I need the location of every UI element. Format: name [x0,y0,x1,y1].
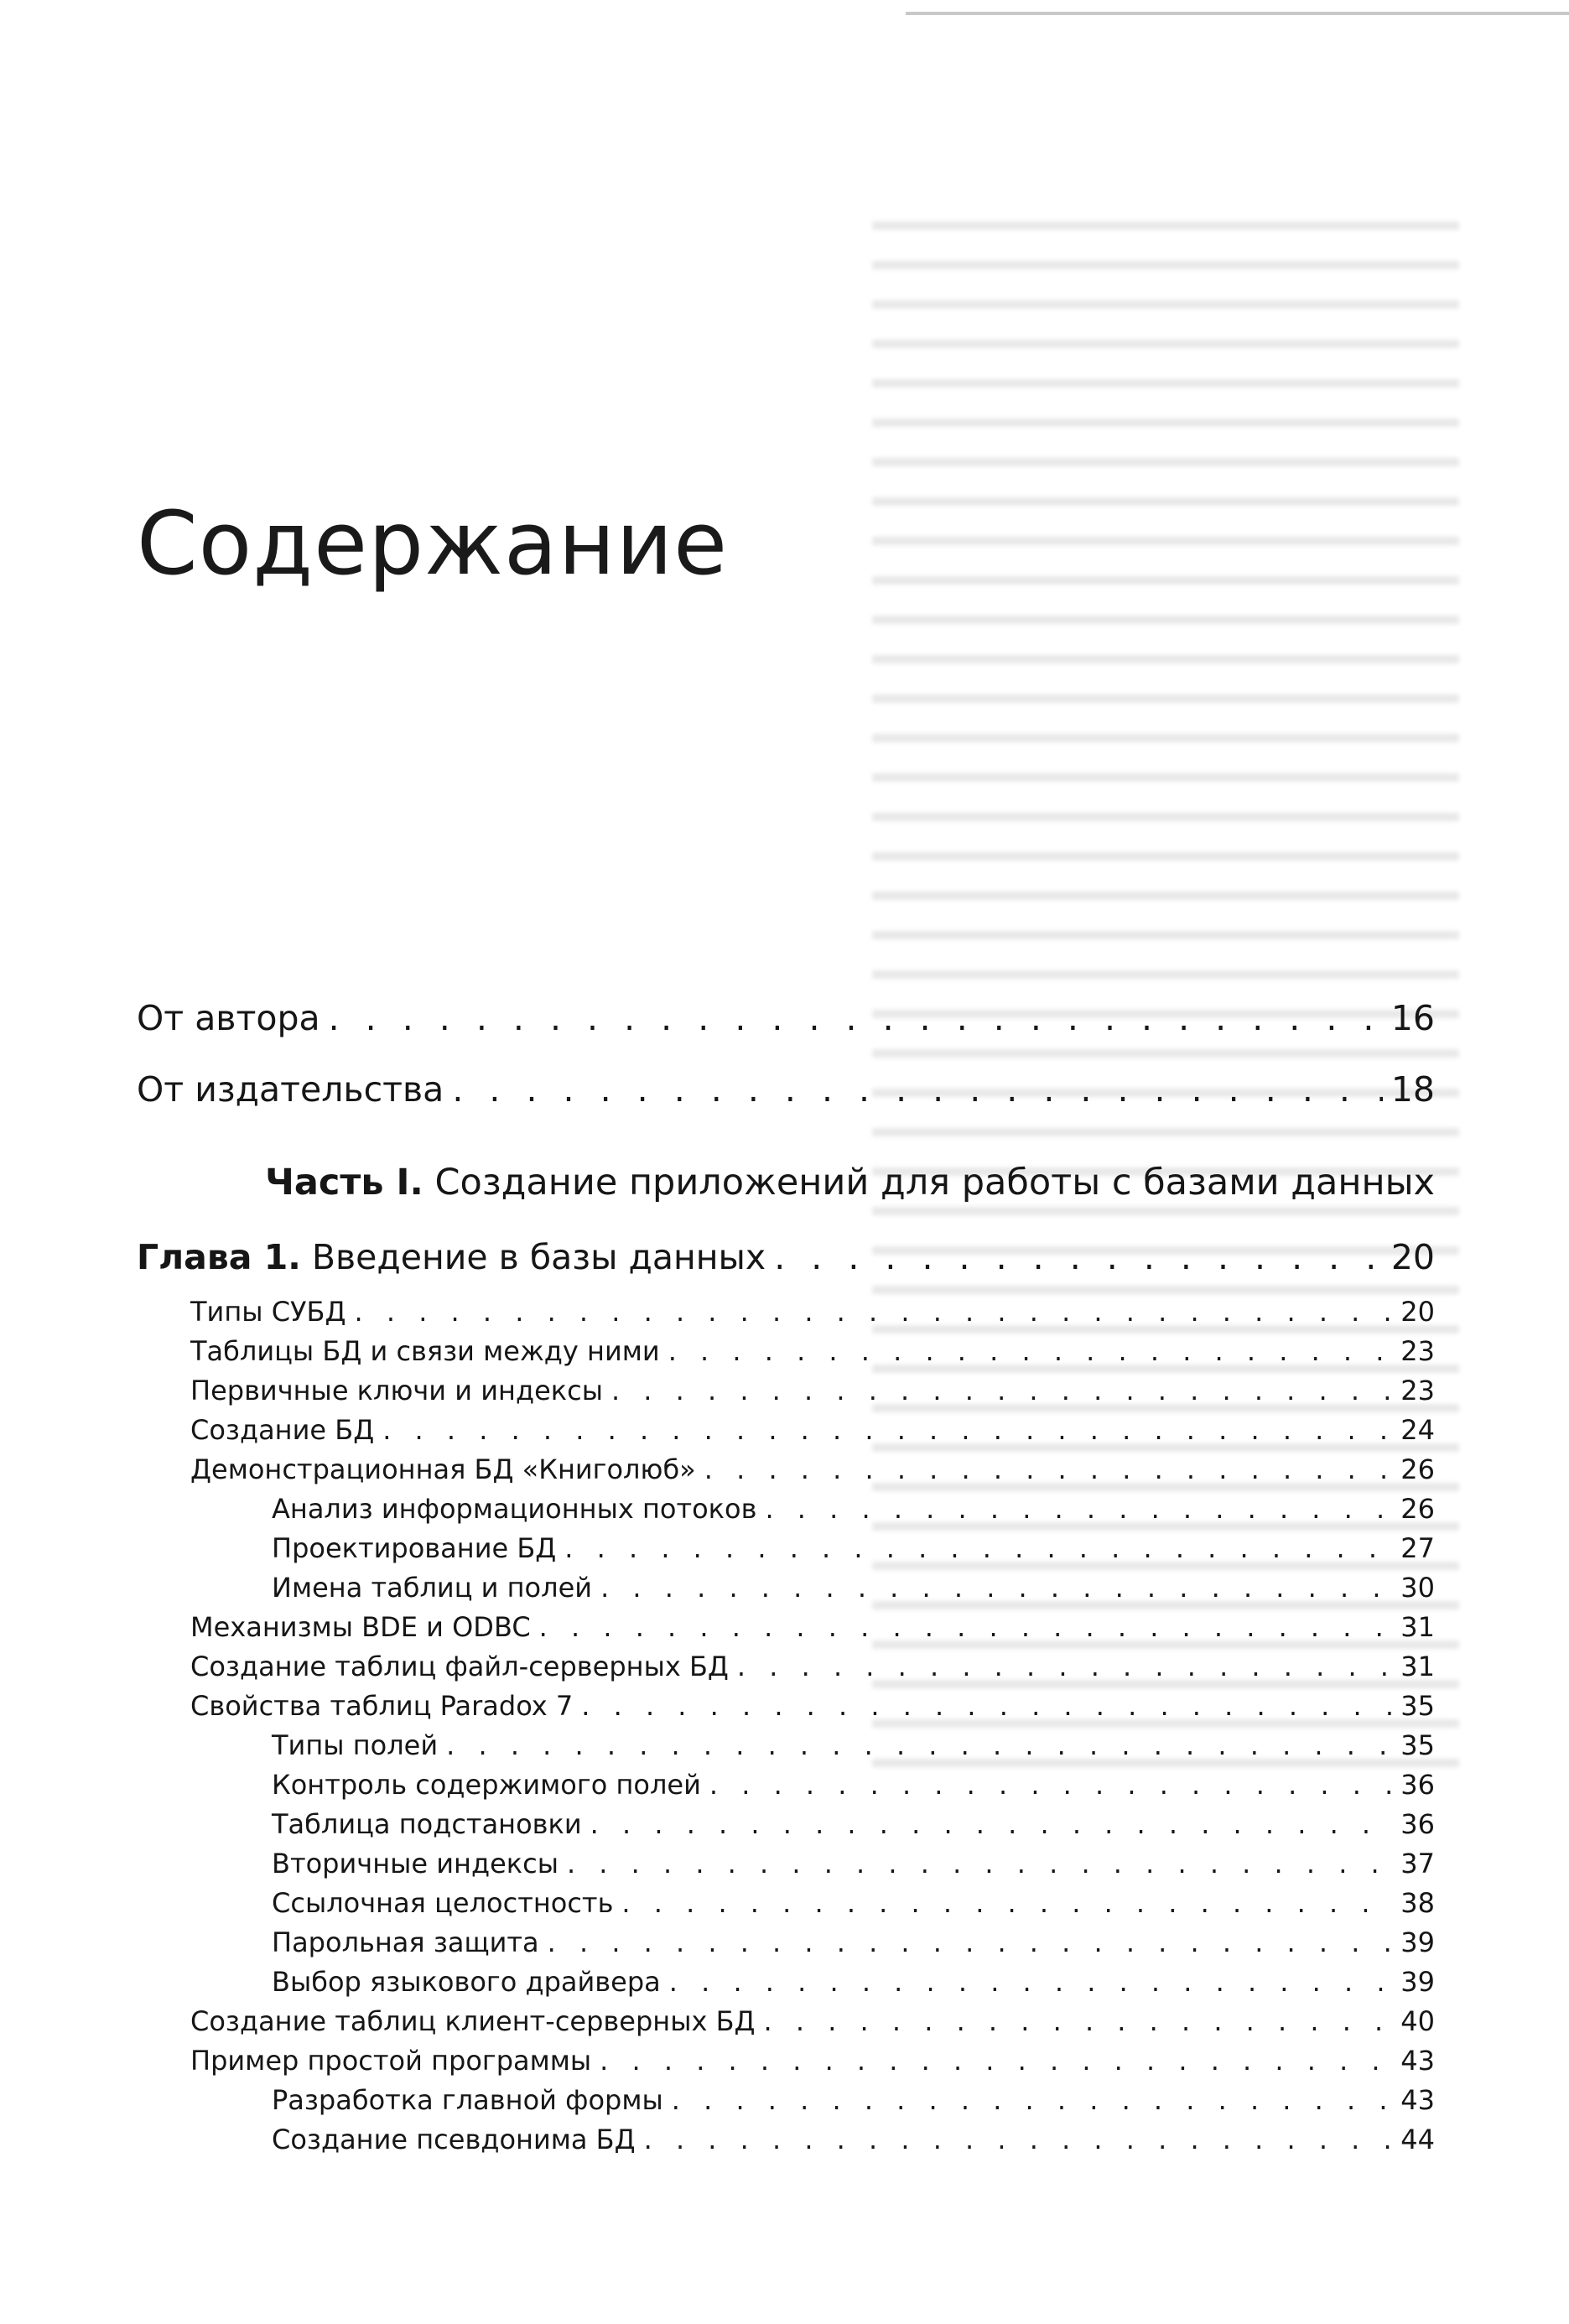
toc-subsection[interactable] [272,1808,1435,1840]
toc-subsection[interactable] [272,1572,1435,1604]
toc-entry-label: Ссылочная целостность [272,1887,614,1919]
toc-entry-page: 39 [1400,1926,1435,1958]
toc-entry-page: 20 [1390,1237,1435,1277]
toc-entry-label: Имена таблиц и полей [272,1572,593,1604]
toc-entry-label: Механизмы BDE и ODBC [190,1611,531,1643]
leader-dots [668,1335,1393,1367]
toc-entry-label: Создание таблиц файл-серверных БД [190,1651,729,1682]
toc-entry-label: Таблицы БД и связи между ними [190,1335,660,1367]
toc-subsection[interactable] [272,1887,1435,1919]
top-edge-rule [906,12,1569,15]
toc-subsection[interactable] [272,2124,1435,2155]
toc-subsection[interactable] [272,1966,1435,1998]
toc-section[interactable] [190,2045,1435,2077]
leader-dots [600,2045,1392,2077]
toc-entry-page: 35 [1400,1729,1435,1761]
toc-subsection[interactable] [272,2084,1435,2116]
leader-dots [669,1966,1393,1998]
toc-entry-label: Контроль содержимого полей [272,1769,701,1801]
leader-dots [567,1848,1392,1879]
toc-subsection[interactable] [272,1493,1435,1525]
toc-entry-label: Создание псевдонима БД [272,2124,636,2155]
toc-entry-label: Парольная защита [272,1926,539,1958]
leader-dots [446,1729,1392,1761]
toc-subsection[interactable] [272,1926,1435,1958]
toc-entry-label: Создание таблиц клиент-серверных БД [190,2005,756,2037]
part-title: Создание приложений для работы с базами данных [434,1162,1435,1204]
leader-dots [564,1532,1392,1564]
leader-dots [581,1690,1392,1722]
toc-section[interactable] [190,1651,1435,1682]
toc-entry-page: 23 [1400,1335,1435,1367]
toc-entry-label: Демонстрационная БД «Книголюб» [190,1453,696,1485]
leader-dots [600,1572,1392,1604]
toc-entry-page: 20 [1400,1296,1435,1328]
toc-entry-page: 43 [1400,2084,1435,2116]
leader-dots [382,1414,1392,1446]
toc-entry-page: 36 [1400,1769,1435,1801]
toc-entry-page: 31 [1400,1611,1435,1643]
chapter-number: Глава 1. [137,1237,301,1277]
toc-section[interactable] [190,1335,1435,1367]
toc-chapter-1[interactable] [137,1237,1435,1277]
part-heading[interactable] [240,1162,1435,1204]
toc-section[interactable] [190,1453,1435,1485]
toc-entry-page: 40 [1400,2005,1435,2037]
leader-dots [737,1651,1392,1682]
leader-dots [621,1887,1392,1919]
toc-subsection[interactable] [272,1769,1435,1801]
leader-dots [355,1296,1393,1328]
toc-subsection[interactable] [272,1848,1435,1879]
toc-entry-page: 18 [1390,1069,1435,1110]
leader-dots [548,1926,1393,1958]
toc-entry-label: Типы полей [272,1729,439,1761]
toc-entry-label: Выбор языкового драйвера [272,1966,661,1998]
leader-dots [539,1611,1393,1643]
toc-section[interactable] [190,1296,1435,1328]
toc-entry-label: Пример простой программы [190,2045,592,2077]
toc-section[interactable] [190,1611,1435,1643]
part-number: Часть I. [265,1162,423,1204]
toc-entry-label: Таблица подстановки [272,1808,582,1840]
toc-subsection[interactable] [272,1729,1435,1761]
leader-dots [764,2005,1393,2037]
leader-dots [704,1453,1393,1485]
toc-section[interactable] [190,1690,1435,1722]
leader-dots [644,2124,1393,2155]
toc-entry-label: Первичные ключи и индексы [190,1375,603,1406]
leader-dots [709,1769,1392,1801]
leader-dots [329,998,1383,1038]
leader-dots [765,1493,1392,1525]
toc-section[interactable] [190,2005,1435,2037]
toc-entry-page: 24 [1400,1414,1435,1446]
toc-entry-page: 27 [1400,1532,1435,1564]
toc-entry-label: Проектирование БД [272,1532,557,1564]
toc-entry-label: Создание БД [190,1414,375,1446]
toc-entry-page: 26 [1400,1453,1435,1485]
toc-entry-label: Свойства таблиц Paradox 7 [190,1690,574,1722]
toc-entry-label: От издательства [137,1069,444,1110]
toc-entry-publisher[interactable] [137,1069,1435,1110]
leader-dots [452,1069,1383,1110]
leader-dots [774,1237,1383,1277]
toc-entry-label: От автора [137,998,320,1038]
toc-entry-page: 23 [1400,1375,1435,1406]
toc-entry-label: Вторичные индексы [272,1848,559,1879]
toc-entry-page: 16 [1390,998,1435,1038]
toc-entry-page: 38 [1400,1887,1435,1919]
toc-entry-page: 37 [1400,1848,1435,1879]
leader-dots [611,1375,1392,1406]
toc-entry-page: 31 [1400,1651,1435,1682]
toc-entry-author[interactable] [137,998,1435,1038]
toc-entry-label: Типы СУБД [190,1296,346,1328]
page-title: Содержание [137,492,729,595]
toc-entry-page: 26 [1400,1493,1435,1525]
toc-entry-page: 30 [1400,1572,1435,1604]
toc-entry-page: 35 [1400,1690,1435,1722]
toc-entry-label: Анализ информационных потоков [272,1493,757,1525]
toc-entry-page: 44 [1400,2124,1435,2155]
toc-section[interactable] [190,1414,1435,1446]
toc-entry-page: 43 [1400,2045,1435,2077]
leader-dots [590,1808,1393,1840]
toc-entry-label: Разработка главной формы [272,2084,663,2116]
toc-subsection[interactable] [272,1532,1435,1564]
chapter-title: Введение в базы данных [311,1237,766,1277]
toc-entry-page: 36 [1400,1808,1435,1840]
toc-entry-page: 39 [1400,1966,1435,1998]
toc-section[interactable] [190,1375,1435,1406]
leader-dots [672,2084,1393,2116]
